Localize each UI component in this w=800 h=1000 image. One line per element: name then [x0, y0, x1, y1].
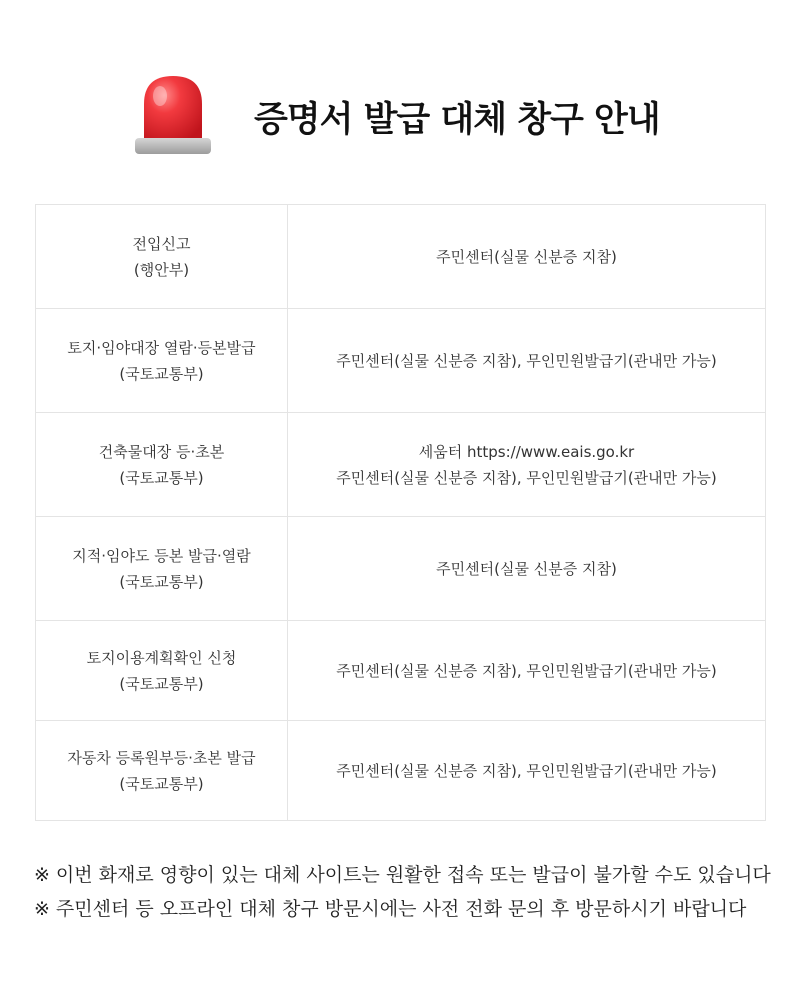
service-cell: [36, 517, 288, 621]
page-header: [0, 60, 800, 170]
note-marker: ※: [34, 898, 50, 920]
notes-section: [34, 858, 784, 926]
note-item: [34, 858, 784, 892]
table-row: [36, 413, 766, 517]
service-name: 건축물대장 등·초본: [98, 442, 225, 461]
channel-text: 주민센터(실물 신분증 지참), 무인민원발급기(관내만 가능): [336, 468, 717, 487]
table-row: [36, 517, 766, 621]
channel-cell: [288, 517, 766, 621]
channel-text: 주민센터(실물 신분증 지참), 무인민원발급기(관내만 가능): [336, 351, 717, 370]
service-name: 토지이용계획확인 신청: [86, 648, 237, 667]
channel-text: 주민센터(실물 신분증 지참): [436, 247, 617, 266]
note-text: 이번 화재로 영향이 있는 대체 사이트는 원활한 접속 또는 발급이 불가할 수도 있습니다: [55, 864, 771, 886]
service-name: 지적·임야도 등본 발급·열람: [72, 546, 251, 565]
agency-name: (국토교통부): [119, 468, 204, 487]
channel-cell: [288, 205, 766, 309]
service-cell: [36, 205, 288, 309]
siren-icon: [132, 72, 214, 158]
channel-cell: [288, 721, 766, 821]
table-row: [36, 721, 766, 821]
note-text: 주민센터 등 오프라인 대체 창구 방문시에는 사전 전화 문의 후 방문하시기 바랍니다: [55, 898, 747, 920]
agency-name: (국토교통부): [119, 364, 204, 383]
issuance-table: [35, 204, 766, 821]
agency-name: (국토교통부): [119, 774, 204, 793]
note-item: [34, 892, 784, 926]
channel-text: 주민센터(실물 신분증 지참): [436, 559, 617, 578]
table-row: [36, 205, 766, 309]
channel-cell: [288, 309, 766, 413]
table-row: [36, 309, 766, 413]
channel-text: 주민센터(실물 신분증 지참), 무인민원발급기(관내만 가능): [336, 661, 717, 680]
channel-cell: [288, 413, 766, 517]
service-cell: [36, 309, 288, 413]
page-title: 증명서 발급 대체 창구 안내: [254, 100, 660, 140]
service-name: 토지·임야대장 열람·등본발급: [67, 338, 256, 357]
service-cell: [36, 721, 288, 821]
table-row: [36, 621, 766, 721]
service-cell: [36, 413, 288, 517]
note-marker: ※: [34, 864, 50, 886]
channel-link-text[interactable]: 세움터 https://www.eais.go.kr: [418, 442, 635, 461]
agency-name: (국토교통부): [119, 572, 204, 591]
channel-text: 주민센터(실물 신분증 지참), 무인민원발급기(관내만 가능): [336, 761, 717, 780]
service-cell: [36, 621, 288, 721]
service-name: 전입신고: [132, 234, 191, 253]
agency-name: (국토교통부): [119, 674, 204, 693]
agency-name: (행안부): [133, 260, 190, 279]
channel-cell: [288, 621, 766, 721]
service-name: 자동차 등록원부등·초본 발급: [67, 748, 256, 767]
